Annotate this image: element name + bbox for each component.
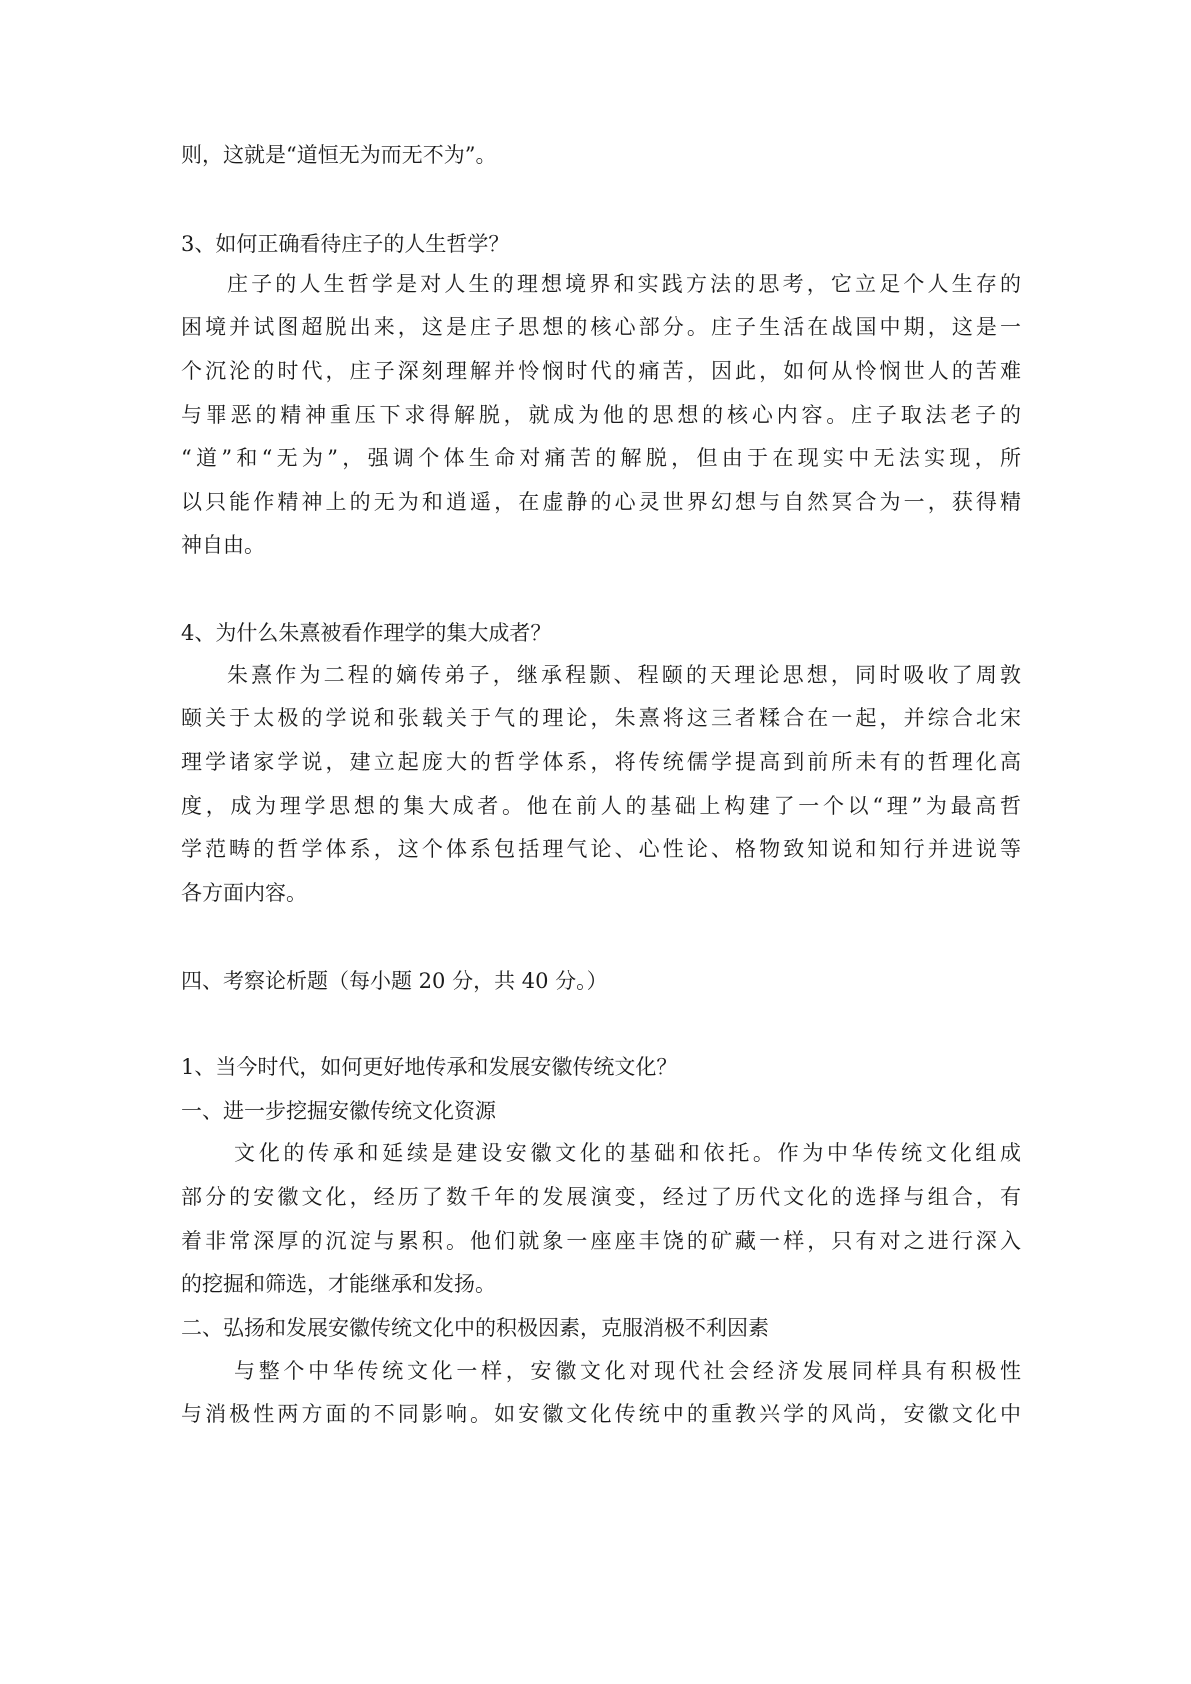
paragraph-line: 朱熹作为二程的嫡传弟子，继承程颢、程颐的天理论思想，同时吸收了周敦 <box>227 663 1021 687</box>
paragraph-line: 度，成为理学思想的集大成者。他在前人的基础上构建了一个以“理”为最高哲 <box>181 794 1021 818</box>
paragraph-line: 与整个中华传统文化一样，安徽文化对现代社会经济发展同样具有积极性 <box>234 1359 1021 1383</box>
paragraph-line: 颐关于太极的学说和张载关于气的理论，朱熹将这三者糅合在一起，并综合北宋 <box>181 706 1021 730</box>
question-heading: 4、为什么朱熹被看作理学的集大成者？ <box>181 621 552 645</box>
question-heading: 1、当今时代，如何更好地传承和发展安徽传统文化？ <box>181 1055 678 1079</box>
paragraph-line: 着非常深厚的沉淀与累积。他们就象一座座丰饶的矿藏一样，只有对之进行深入 <box>181 1229 1021 1253</box>
paragraph-line: 个沉沦的时代，庄子深刻理解并怜悯时代的痛苦，因此，如何从怜悯世人的苦难 <box>181 359 1021 383</box>
paragraph-line: 与消极性两方面的不同影响。如安徽文化传统中的重教兴学的风尚，安徽文化中 <box>181 1402 1021 1426</box>
section-heading: 四、考察论析题（每小题 20 分，共 40 分。） <box>181 969 608 993</box>
text-line: 则，这就是“道恒无为而无不为”。 <box>181 143 497 167</box>
question-heading: 3、如何正确看待庄子的人生哲学？ <box>181 232 510 256</box>
paragraph-line: 部分的安徽文化，经历了数千年的发展演变，经过了历代文化的选择与组合，有 <box>181 1185 1021 1209</box>
paragraph-line: 庄子的人生哲学是对人生的理想境界和实践方法的思考，它立足个人生存的 <box>227 272 1021 296</box>
paragraph-line: 与罪恶的精神重压下求得解脱，就成为他的思想的核心内容。庄子取法老子的 <box>181 403 1021 427</box>
subheading: 二、弘扬和发展安徽传统文化中的积极因素，克服消极不利因素 <box>181 1316 769 1340</box>
paragraph-line: 各方面内容。 <box>181 881 307 905</box>
paragraph-line: “道”和“无为”，强调个体生命对痛苦的解脱，但由于在现实中无法实现，所 <box>181 446 1021 470</box>
paragraph-line: 学范畴的哲学体系，这个体系包括理气论、心性论、格物致知说和知行并进说等 <box>181 837 1021 861</box>
paragraph-line: 的挖掘和筛选，才能继承和发扬。 <box>181 1272 496 1296</box>
paragraph-line: 困境并试图超脱出来，这是庄子思想的核心部分。庄子生活在战国中期，这是一 <box>181 315 1021 339</box>
subheading: 一、进一步挖掘安徽传统文化资源 <box>181 1099 496 1123</box>
paragraph-line: 理学诸家学说，建立起庞大的哲学体系，将传统儒学提高到前所未有的哲理化高 <box>181 750 1021 774</box>
paragraph-line: 以只能作精神上的无为和逍遥，在虚静的心灵世界幻想与自然冥合为一，获得精 <box>181 490 1021 514</box>
paragraph-line: 神自由。 <box>181 533 265 557</box>
paragraph-line: 文化的传承和延续是建设安徽文化的基础和依托。作为中华传统文化组成 <box>234 1141 1021 1165</box>
